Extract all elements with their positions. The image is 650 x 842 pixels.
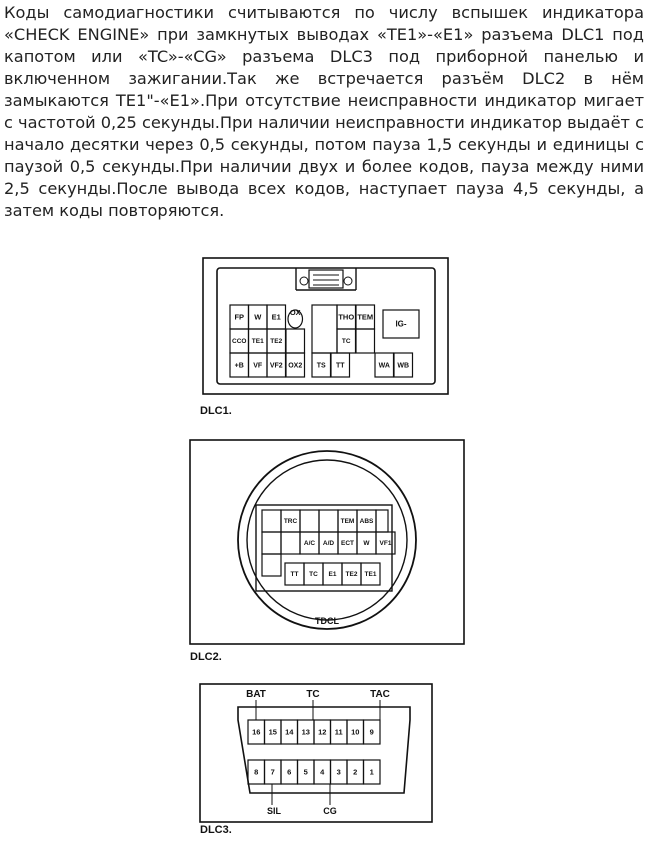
pin-label: TT bbox=[290, 571, 299, 579]
article-paragraph: Коды самодиагностики считываются по числу вспышек индикатора «CHECK ENGINE» при замкнутых выводах «TE1»-«E1» разъема DLC1 под капотом или «TC»-«CG» разъема DLC3 под приборной панелью и включенном зажигании.Так же встречается разъём DLC2 в нём замыкаются TE1"-«E1».При отсутствие неисправности индикатор мигает с частотой 0,25 секунды.При наличии неисправности индикатор выдаёт с начало десятки через 0,5 секунды, потом пауза 1,5 секунды и единицы с паузой 0,5 секунды.При наличии двух и более кодов, пауза между ними 2,5 секунды.После вывода всех кодов, наступает пауза 4,5 секунды, а затем коды повторяются. bbox=[4, 3, 644, 220]
pin-label: 10 bbox=[351, 727, 360, 737]
pin-label: W bbox=[254, 312, 262, 322]
dlc3-pin bbox=[265, 760, 282, 784]
dlc1-diagram bbox=[200, 258, 448, 417]
pin-label: 6 bbox=[287, 767, 292, 777]
dlc3-pin bbox=[364, 720, 381, 744]
dlc2-caption: DLC2. bbox=[190, 651, 222, 663]
dlc3-pin bbox=[281, 760, 298, 784]
pin-label: VF1 bbox=[379, 540, 392, 548]
pin-label: A/C bbox=[303, 540, 316, 548]
dlc2-pin bbox=[281, 532, 300, 554]
pin-label: TE2 bbox=[270, 338, 283, 346]
dlc1-pin bbox=[230, 329, 249, 353]
dlc1-pin bbox=[267, 305, 286, 329]
dlc1-pin bbox=[249, 305, 268, 329]
pin-label: WB bbox=[397, 362, 410, 370]
dlc2-pin bbox=[361, 563, 380, 585]
pin-label: 16 bbox=[252, 727, 261, 737]
dlc2-pin bbox=[304, 563, 323, 585]
dlc3-pin bbox=[265, 720, 282, 744]
pin-label: 3 bbox=[336, 767, 341, 777]
pin-label: 9 bbox=[369, 727, 374, 737]
pin-label: W bbox=[363, 540, 370, 548]
dlc3-label-cg: CG bbox=[323, 806, 337, 816]
pin-label: TRC bbox=[283, 518, 298, 526]
dlc3-pin bbox=[331, 760, 348, 784]
dlc3-label-tc: TC bbox=[306, 689, 320, 700]
dlc1-pin bbox=[312, 353, 331, 377]
dlc1-pin bbox=[312, 305, 337, 353]
pin-label: +B bbox=[234, 362, 244, 370]
dlc3-pin bbox=[281, 720, 298, 744]
dlc2-pin bbox=[357, 510, 376, 532]
pin-label: TC bbox=[309, 571, 318, 579]
dlc1-pin bbox=[286, 329, 305, 353]
dlc2-pin bbox=[323, 563, 342, 585]
dlc3-pin bbox=[298, 720, 315, 744]
pin-label: 13 bbox=[301, 727, 310, 737]
dlc2-diagram bbox=[190, 440, 464, 663]
pin-label: VF2 bbox=[269, 362, 283, 370]
dlc3-pin bbox=[248, 760, 265, 784]
dlc1-pin bbox=[356, 305, 375, 329]
dlc1-caption: DLC1. bbox=[200, 405, 232, 417]
pin-label: 8 bbox=[254, 767, 259, 777]
dlc3-label-sil: SIL bbox=[266, 806, 282, 816]
dlc1-pin bbox=[383, 310, 419, 338]
dlc3-diagram bbox=[200, 684, 432, 836]
dlc2-pin bbox=[338, 510, 357, 532]
pin-label: 15 bbox=[268, 727, 277, 737]
dlc1-pin bbox=[249, 353, 268, 377]
dlc3-pin bbox=[347, 760, 364, 784]
dlc3-pin bbox=[331, 720, 348, 744]
pin-label: TT bbox=[335, 362, 345, 370]
pin-label: TC bbox=[341, 338, 351, 346]
pin-label: 14 bbox=[285, 727, 294, 737]
dlc3-pin bbox=[347, 720, 364, 744]
pin-label: TEM bbox=[357, 312, 374, 322]
dlc2-pin bbox=[357, 532, 376, 554]
dlc2-pin bbox=[319, 532, 338, 554]
dlc2-pin bbox=[342, 563, 361, 585]
dlc3-label-tac: TAC bbox=[370, 689, 390, 700]
pin-label: TS bbox=[316, 362, 326, 370]
pin-label: FP bbox=[234, 312, 245, 322]
dlc2-pin bbox=[262, 510, 281, 532]
dlc3-pin bbox=[314, 760, 331, 784]
pin-label: 7 bbox=[270, 767, 275, 777]
dlc2-pin-grid bbox=[262, 510, 395, 585]
dlc2-pin bbox=[281, 510, 300, 532]
dlc3-caption: DLC3. bbox=[200, 824, 232, 836]
pin-label: THO bbox=[338, 312, 355, 322]
pin-label: 1 bbox=[369, 767, 374, 777]
dlc2-connector-label: TDCL bbox=[315, 616, 339, 626]
pin-label: 11 bbox=[334, 727, 343, 737]
pin-label: 5 bbox=[303, 767, 308, 777]
dlc3-pin bbox=[248, 720, 265, 744]
dlc1-pin bbox=[230, 305, 249, 329]
dlc2-pin bbox=[376, 510, 388, 532]
pin-label: ECT bbox=[341, 540, 354, 548]
pin-label: IG- bbox=[395, 319, 407, 329]
dlc1-pin bbox=[249, 329, 268, 353]
pin-label: E1 bbox=[271, 312, 281, 322]
dlc1-pin bbox=[230, 353, 249, 377]
pin-label: A/D bbox=[322, 540, 335, 548]
pin-label: 2 bbox=[353, 767, 358, 777]
dlc2-pin bbox=[262, 554, 281, 576]
dlc2-pin bbox=[285, 563, 304, 585]
dlc3-labels bbox=[246, 689, 390, 816]
pin-label: VF bbox=[253, 362, 263, 370]
dlc1-pin bbox=[375, 353, 394, 377]
dlc2-pin bbox=[262, 532, 281, 554]
dlc1-pin bbox=[337, 305, 356, 329]
dlc2-pin bbox=[338, 532, 357, 554]
dlc1-pin bbox=[267, 329, 286, 353]
dlc2-pin bbox=[300, 510, 319, 532]
pin-label: WA bbox=[378, 362, 390, 370]
dlc1-pin bbox=[337, 329, 356, 353]
dlc3-pin bbox=[314, 720, 331, 744]
dlc1-pin bbox=[286, 353, 305, 377]
dlc1-pin-grid bbox=[230, 305, 419, 377]
dlc2-pin bbox=[300, 532, 319, 554]
dlc1-pin bbox=[267, 353, 286, 377]
pin-label: 12 bbox=[318, 727, 327, 737]
pin-label: TE1 bbox=[251, 338, 264, 346]
pin-label: TEM bbox=[340, 518, 355, 526]
dlc2-pin bbox=[319, 510, 338, 532]
pin-label: 4 bbox=[320, 767, 325, 777]
dlc3-label-bat: BAT bbox=[246, 689, 266, 700]
dlc1-pin bbox=[288, 308, 303, 328]
dlc1-pin bbox=[331, 353, 350, 377]
dlc3-pin-grid bbox=[248, 720, 380, 784]
dlc3-pin bbox=[298, 760, 315, 784]
pin-label: ABS bbox=[359, 518, 374, 526]
dlc1-pin bbox=[356, 329, 375, 353]
pin-label: OX2 bbox=[288, 362, 303, 370]
pin-label: CCO bbox=[232, 338, 247, 346]
pin-label: TE2 bbox=[345, 571, 358, 579]
pin-label: TE1 bbox=[364, 571, 377, 579]
pin-label: E1 bbox=[328, 571, 337, 579]
dlc3-pin bbox=[364, 760, 381, 784]
dlc1-pin bbox=[394, 353, 413, 377]
pin-label: OX bbox=[289, 308, 301, 317]
